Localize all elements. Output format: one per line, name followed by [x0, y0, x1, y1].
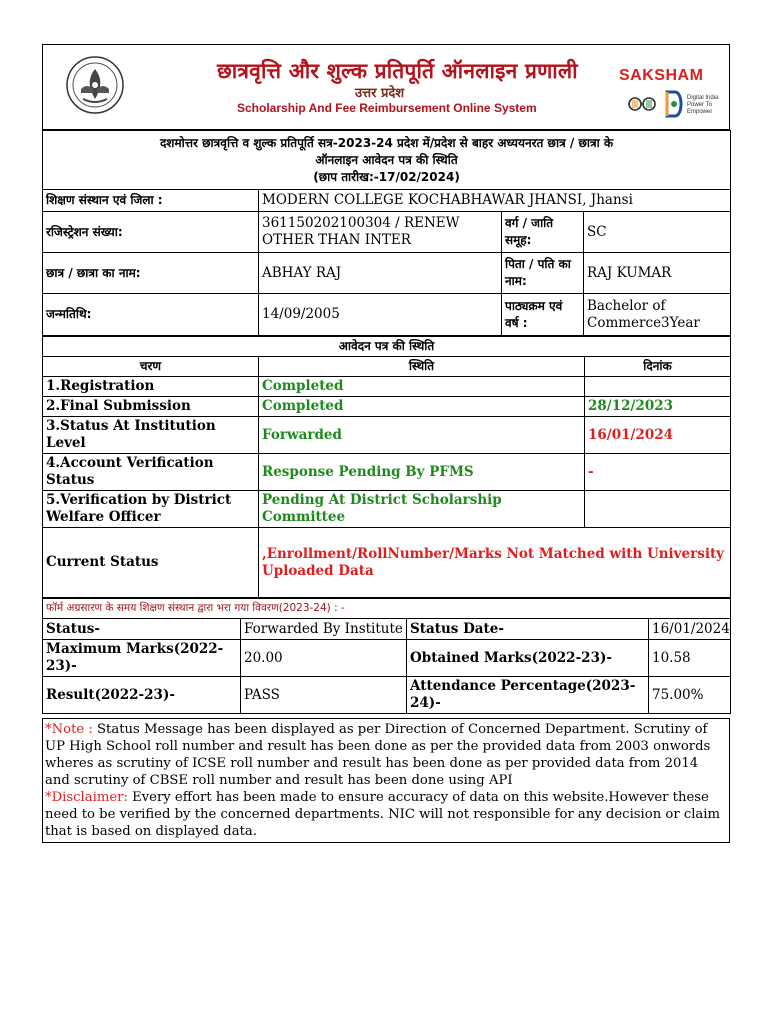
col-stage-header: चरण: [43, 357, 259, 377]
application-details-table: [42, 130, 731, 336]
student-name-label: छात्र / छात्रा का नाम:: [43, 253, 259, 294]
disclaimer-text: Every effort has been made to ensure accuracy of data on this website.However these need to be verified by the concerned departments. NIC will not responsible for any decision or claim that is based on displayed data.: [45, 790, 721, 839]
dob-value: 14/09/2005: [259, 294, 502, 336]
status-cell: Response Pending By PFMS: [259, 454, 585, 491]
stage-cell: 1.Registration: [43, 377, 259, 397]
attendance-label: Attendance Percentage(2023-24)-: [407, 677, 649, 714]
application-status-sheet: [42, 44, 730, 843]
max-marks-value: 20.00: [241, 640, 407, 677]
date-cell: [585, 491, 731, 528]
note-label: *Note :: [45, 722, 93, 737]
notes-box: [42, 718, 730, 843]
result-value: PASS: [241, 677, 407, 714]
category-value: SC: [584, 212, 731, 253]
result-label: Result(2022-23)-: [43, 677, 241, 714]
obtained-marks-value: 10.58: [649, 640, 731, 677]
current-status-value: ,Enrollment/RollNumber/Marks Not Matched with University Uploaded Data: [259, 528, 731, 598]
table-row: [43, 491, 731, 528]
date-cell: 16/01/2024: [585, 417, 731, 454]
attendance-value: 75.00%: [649, 677, 731, 714]
table-row: [43, 454, 731, 491]
status-date-value: 16/01/2024: [649, 619, 731, 640]
portal-title-english: Scholarship And Fee Reimbursement Online System: [237, 101, 537, 115]
digital-india-caption: [687, 95, 729, 116]
student-name-value: ABHAY RAJ: [259, 253, 502, 294]
print-date: (छाप तारीख:-17/02/2024): [313, 169, 460, 184]
note-text: Status Message has been displayed as per Direction of Concerned Department. Scrutiny of UP High School roll number and result has been done as per the provided data from 2003 onwords wheres as scrutiny of ICSE roll number and result has been done as per provided data from 2014 and scrutiny of CBSE roll number and result has been done using API: [45, 722, 711, 788]
state-name-hindi: उत्तर प्रदेश: [355, 86, 405, 101]
registration-value: 361150202100304 / RENEW OTHER THAN INTER: [259, 212, 502, 253]
table-row: [43, 377, 731, 397]
col-date-header: दिनांक: [585, 357, 731, 377]
date-cell: 28/12/2023: [585, 397, 731, 417]
saksham-logo: SAKSHAM: [619, 67, 704, 84]
inst-status-value: Forwarded By Institute: [241, 619, 407, 640]
institution-label: शिक्षण संस्थान एवं जिला :: [43, 190, 259, 212]
status-heading: आवेदन पत्र की स्थिति: [43, 337, 731, 357]
digital-india-line1: Digital India: [687, 95, 719, 101]
current-status-label: Current Status: [43, 528, 259, 598]
up-government-emblem-icon: [65, 55, 125, 115]
table-row: [43, 397, 731, 417]
digital-india-line2: Power To Empower: [687, 102, 713, 115]
digital-india-logo-icon: [663, 89, 685, 119]
status-cell: Pending At District Scholarship Committee: [259, 491, 585, 528]
stage-cell: 3.Status At Institution Level: [43, 417, 259, 454]
course-label: पाठ्यक्रम एवं वर्ष :: [502, 294, 584, 336]
portal-header: [42, 44, 730, 130]
current-status-row: [43, 528, 731, 598]
father-name-label: पिता / पति का नाम:: [502, 253, 584, 294]
registration-label: रजिस्ट्रेशन संख्या:: [43, 212, 259, 253]
obtained-marks-label: Obtained Marks(2022-23)-: [407, 640, 649, 677]
stage-cell: 4.Account Verification Status: [43, 454, 259, 491]
father-name-value: RAJ KUMAR: [584, 253, 731, 294]
institute-details-table: [42, 598, 731, 714]
institute-details-heading: फॉर्म अग्रसारण के समय शिक्षण संस्थान द्वारा भरा गया विवरण(2023-24) : -: [43, 599, 731, 619]
table-row: [43, 417, 731, 454]
form-title-line1: दशमोत्तर छात्रवृत्ति व शुल्क प्रतिपूर्ति सत्र-2023-24 प्रदेश में/प्रदेश से बाहर अध्ययनरत छात्र / छात्रा के: [159, 135, 614, 150]
dob-label: जन्मतिथि:: [43, 294, 259, 336]
inst-status-label: Status-: [43, 619, 241, 640]
status-date-label: Status Date-: [407, 619, 649, 640]
category-label: वर्ग / जाति समूह:: [502, 212, 584, 253]
status-table: [42, 336, 731, 598]
stage-cell: 5.Verification by District Welfare Officer: [43, 491, 259, 528]
course-value: Bachelor of Commerce3Year: [584, 294, 731, 336]
portal-title-hindi: छात्रवृत्ति और शुल्क प्रतिपूर्ति ऑनलाइन प्रणाली: [217, 59, 578, 83]
form-title: [43, 131, 731, 190]
institution-value: MODERN COLLEGE KOCHABHAWAR JHANSI, Jhansi: [259, 190, 731, 212]
form-title-line2: ऑनलाइन आवेदन पत्र की स्थिति: [315, 152, 458, 167]
disclaimer-label: *Disclaimer:: [45, 790, 128, 805]
status-cell: Forwarded: [259, 417, 585, 454]
swachh-bharat-glasses-icon: [627, 95, 659, 113]
stage-cell: 2.Final Submission: [43, 397, 259, 417]
status-cell: Completed: [259, 377, 585, 397]
date-cell: -: [585, 454, 731, 491]
date-cell: [585, 377, 731, 397]
status-cell: Completed: [259, 397, 585, 417]
col-status-header: स्थिति: [259, 357, 585, 377]
max-marks-label: Maximum Marks(2022-23)-: [43, 640, 241, 677]
